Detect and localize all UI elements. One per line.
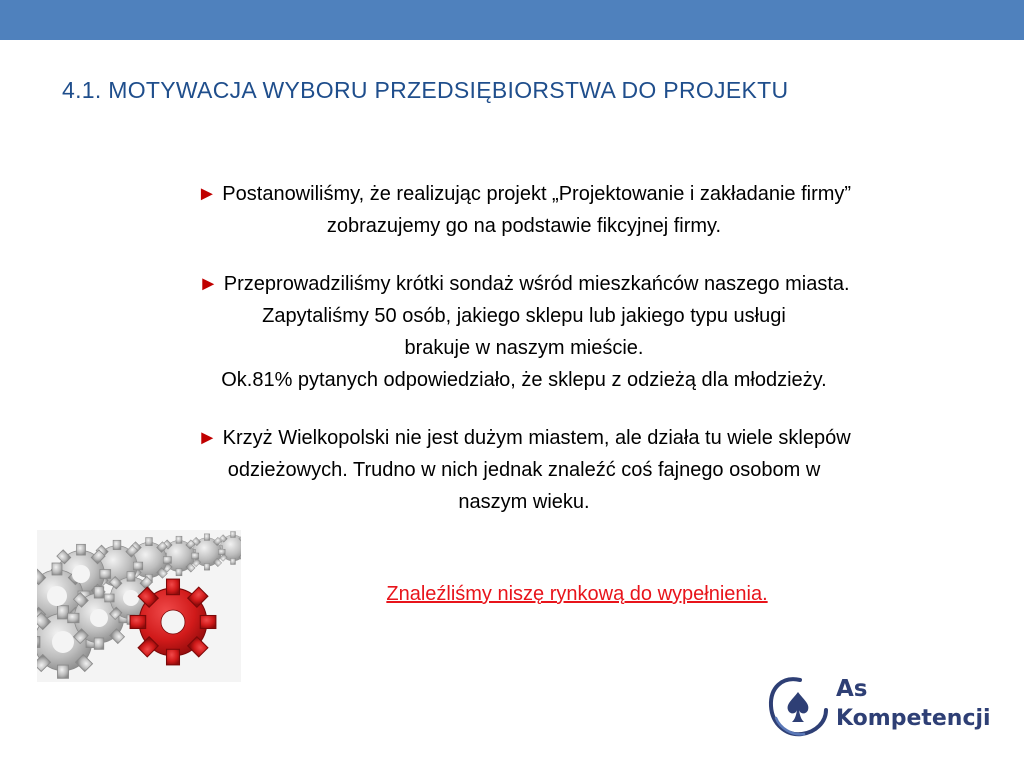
slide-body [100,178,948,518]
top-accent-bar [0,0,1024,40]
gears-illustration [37,530,241,682]
paragraph-2-line-2: Zapytaliśmy 50 osób, jakiego sklepu lub jakiego typu usługi [262,305,786,327]
bullet-arrow-icon: ► [197,427,218,449]
gears-icon [37,530,241,682]
paragraph-2-line-4: Ok.81% pytanych odpowiedziało, że sklepu z odzieżą dla młodzieży. [221,369,827,391]
paragraph-3 [100,422,948,518]
as-kompetencji-logo-icon [768,674,830,738]
slide-title: 4.1. MOTYWACJA WYBORU PRZEDSIĘBIORSTWA DO PROJEKTU [62,77,789,103]
paragraph-2-line-3: brakuje w naszym mieście. [404,337,644,359]
paragraph-1 [100,178,948,242]
paragraph-2-line-1: Przeprowadziliśmy krótki sondaż wśród mieszkańców naszego miasta. [223,273,850,295]
logo-text-kompetencji: Kompetencji [836,706,991,731]
paragraph-3-line-3: naszym wieku. [458,491,590,513]
paragraph-1-line-2: zobrazujemy go na podstawie fikcyjnej firmy. [326,215,722,237]
logo-text-as: As [836,676,868,702]
bullet-arrow-icon: ► [198,273,219,295]
logo [768,674,1008,744]
bullet-arrow-icon: ► [196,183,217,205]
paragraph-2 [100,268,948,396]
paragraph-1-line-1: Postanowiliśmy, że realizując projekt „Projektowanie i zakładanie firmy” [222,183,852,205]
paragraph-3-line-1: Krzyż Wielkopolski nie jest dużym miastem, ale działa tu wiele sklepów [222,427,851,449]
conclusion-text: Znaleźliśmy niszę rynkową do wypełnienia. [386,583,768,605]
paragraph-3-line-2: odzieżowych. Trudno w nich jednak znaleźć coś fajnego osobom w [227,459,821,481]
